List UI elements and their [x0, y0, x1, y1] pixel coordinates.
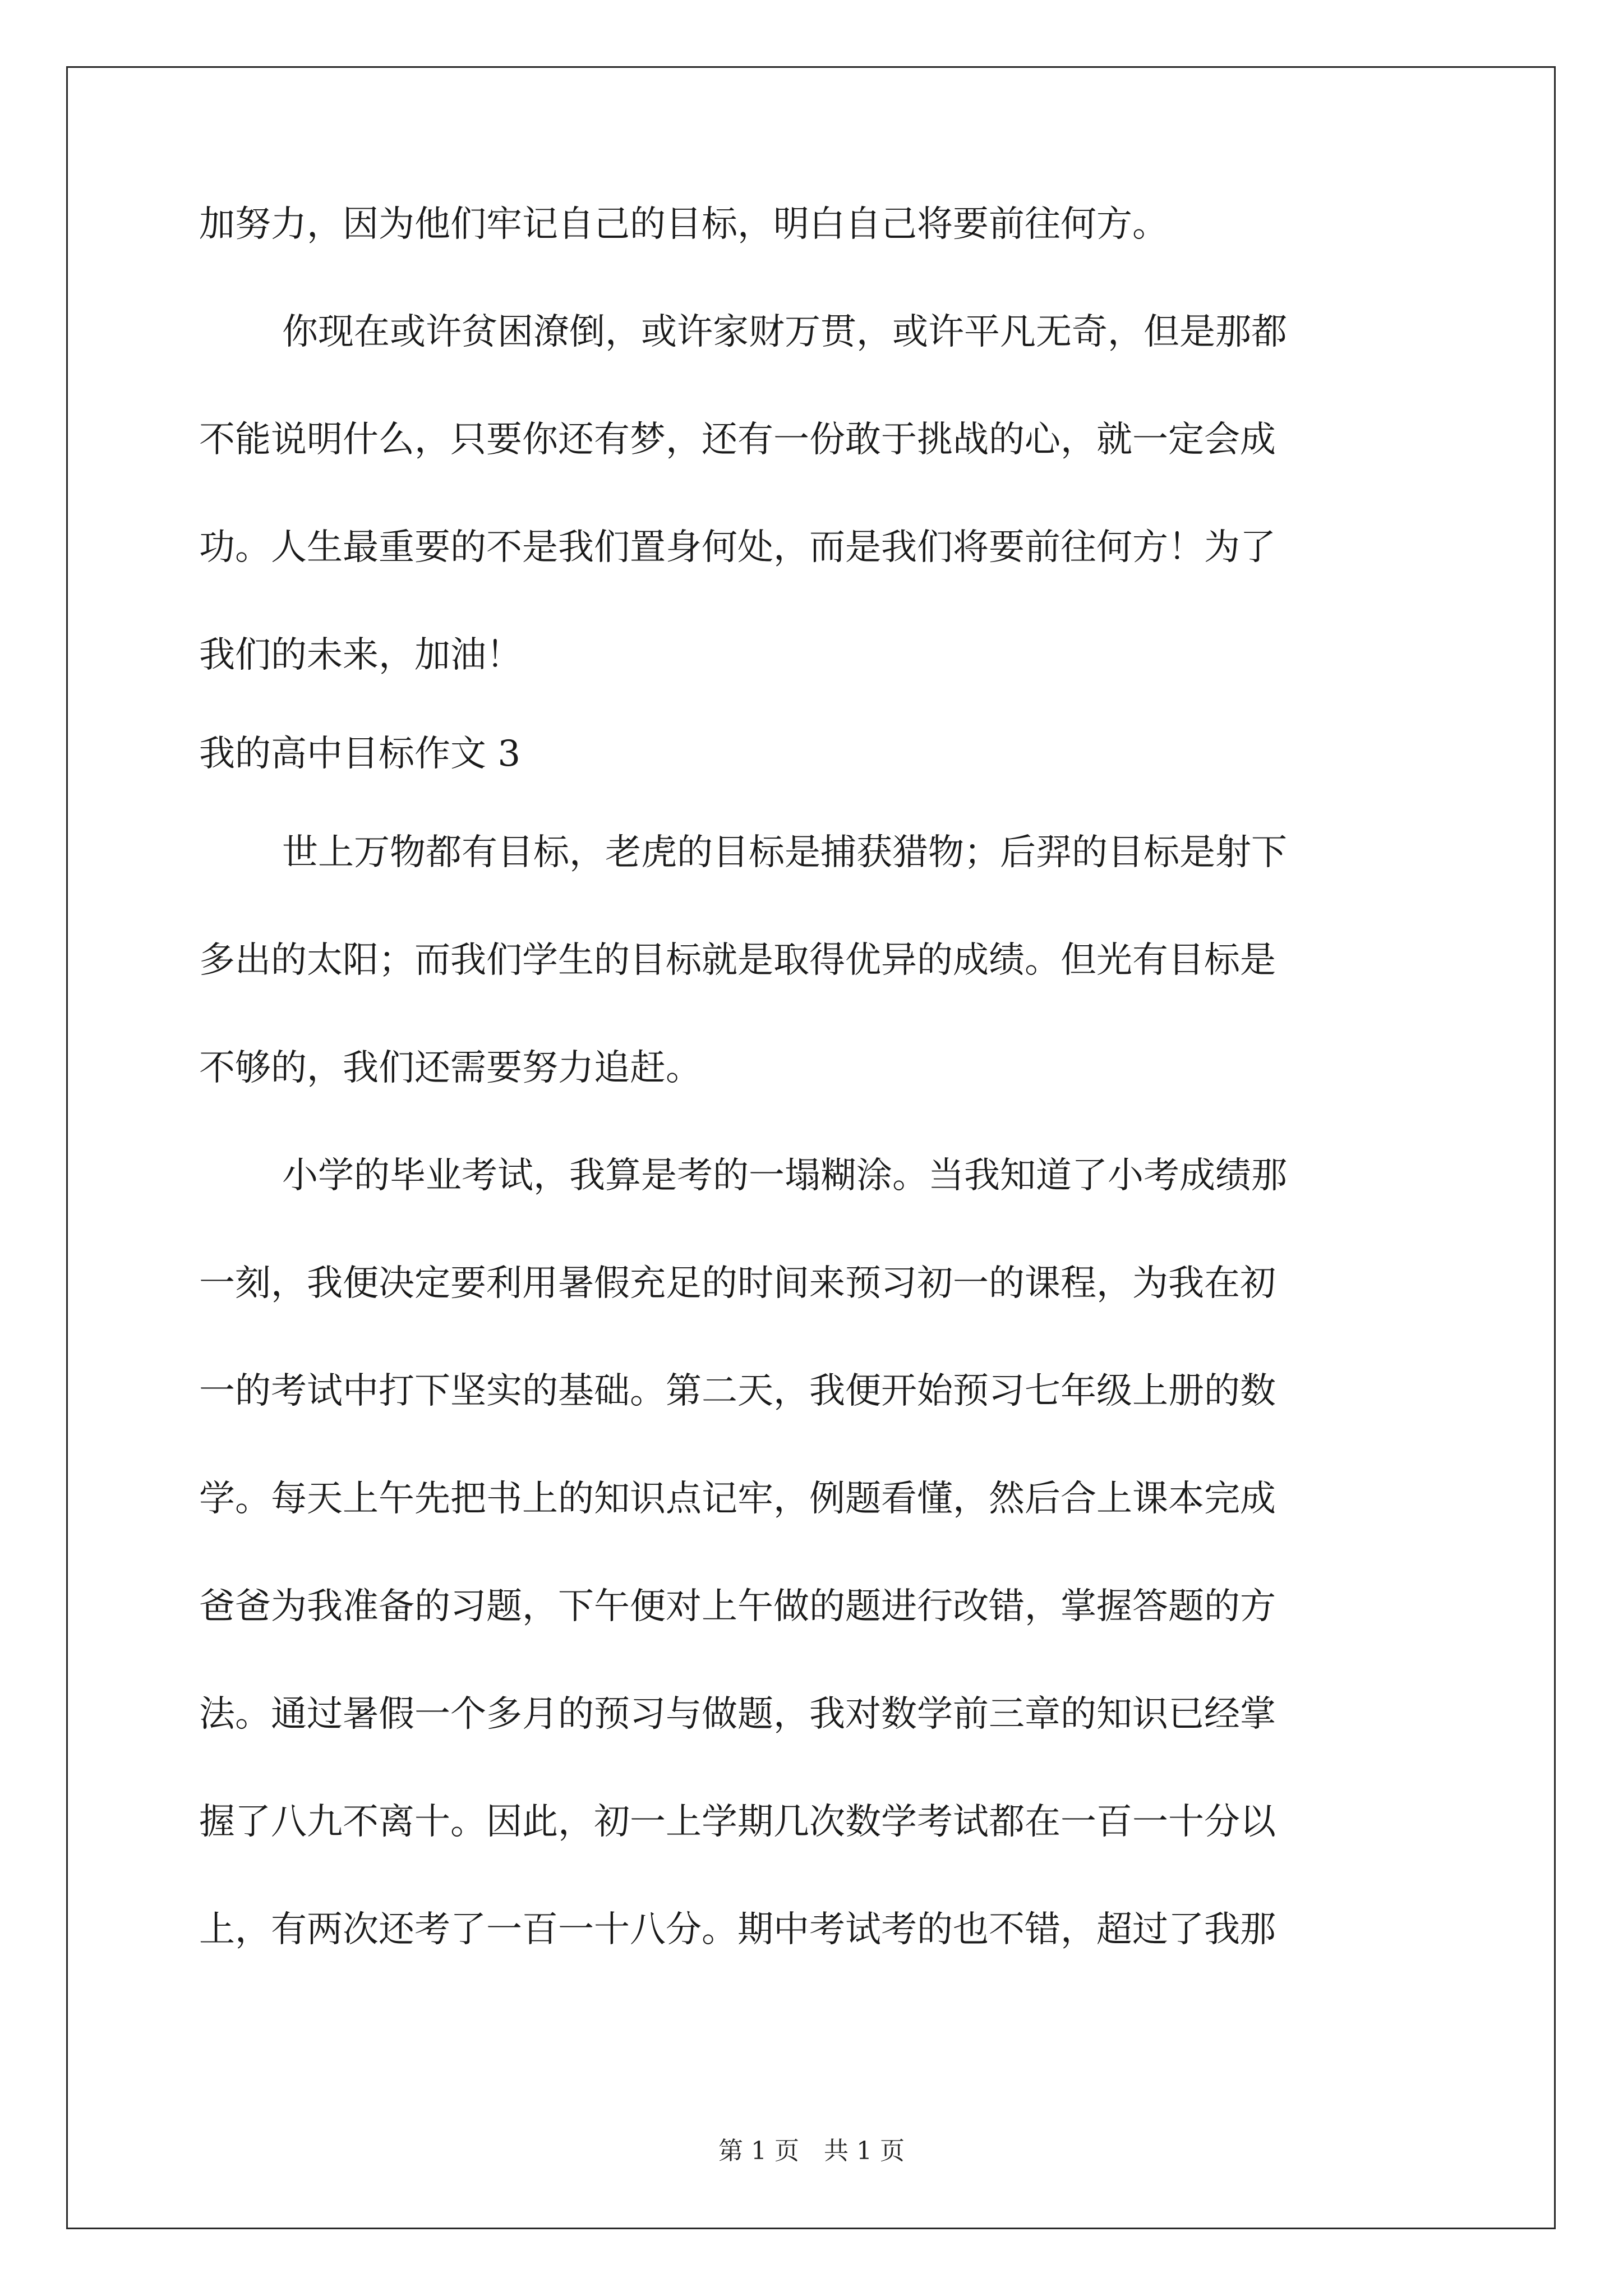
- section-heading: 我的高中目标作文 3: [199, 733, 521, 775]
- text-line: 加努力，因为他们牢记自己的目标，明白自己将要前往何方。: [199, 204, 1168, 245]
- page-number-footer: 第 1 页 共 1 页: [718, 2137, 905, 2165]
- text-line: 不够的，我们还需要努力追赶。: [199, 1047, 702, 1089]
- text-line: 小学的毕业考试，我算是考的一塌糊涂。当我知道了小考成绩那: [282, 1155, 1287, 1197]
- text-line: 多出的太阳；而我们学生的目标就是取得优异的成绩。但光有目标是: [199, 940, 1276, 981]
- text-line: 法。通过暑假一个多月的预习与做题，我对数学前三章的知识已经掌: [199, 1694, 1276, 1735]
- text-line: 学。每天上午先把书上的知识点记牢，例题看懂，然后合上课本完成: [199, 1478, 1276, 1520]
- text-line: 握了八九不离十。因此，初一上学期几次数学考试都在一百一十分以: [199, 1801, 1276, 1843]
- text-line: 功。人生最重要的不是我们置身何处，而是我们将要前往何方！为了: [199, 527, 1276, 568]
- text-line: 上，有两次还考了一百一十八分。期中考试考的也不错，超过了我那: [199, 1909, 1276, 1950]
- text-line: 爸爸为我准备的习题，下午便对上午做的题进行改错，掌握答题的方: [199, 1586, 1276, 1627]
- text-line: 一刻，我便决定要利用暑假充足的时间来预习初一的课程，为我在初: [199, 1263, 1276, 1304]
- text-line: 世上万物都有目标，老虎的目标是捕获猎物；后羿的目标是射下: [282, 832, 1287, 873]
- text-line: 不能说明什么，只要你还有梦，还有一份敢于挑战的心，就一定会成: [199, 419, 1276, 461]
- page-border: [66, 66, 1556, 2229]
- text-line: 我们的未来，加油！: [199, 634, 522, 676]
- text-line: 一的考试中打下坚实的基础。第二天，我便开始预习七年级上册的数: [199, 1370, 1276, 1412]
- text-line: 你现在或许贫困潦倒，或许家财万贯，或许平凡无奇，但是那都: [282, 311, 1287, 353]
